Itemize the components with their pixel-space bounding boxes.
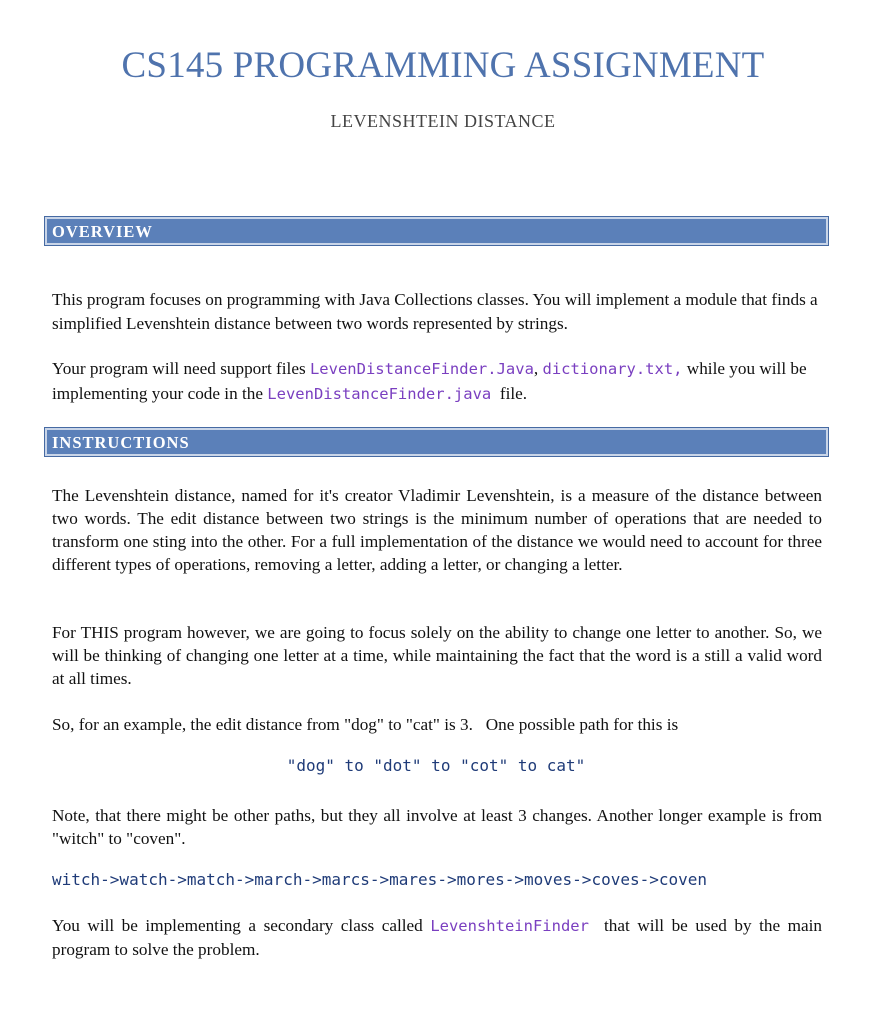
implementation-file: LevenDistanceFinder.java xyxy=(267,384,492,403)
instructions-p5-text-a: You will be implementing a secondary class called xyxy=(52,916,431,935)
support-file-leven-distance-finder: LevenDistanceFinder.Java xyxy=(309,360,534,378)
instructions-paragraph-1: The Levenshtein distance, named for it's creator Vladimir Levenshtein, is a measure of the distance between two words. The edit distance between two strings is the minimum number of operations that are needed to transform one sting into the other. For a full implementation of the distance we would need to account for three different types of operations, removing a letter, adding a letter, or changing a letter. xyxy=(52,486,822,574)
overview-paragraph-2 xyxy=(52,357,822,406)
instructions-heading: INSTRUCTIONS xyxy=(52,433,190,452)
instructions-p5-text-b: that will be used by the main program to solve the problem. xyxy=(52,916,827,959)
overview-paragraph-1: This program focuses on programming with Java Collections classes. You will implement a module that finds a simplified Levenshtein distance between two words represented by strings. xyxy=(52,290,818,333)
levenshtein-finder-class: LevenshteinFinder xyxy=(430,917,589,935)
overview-p2-text-d: file. xyxy=(491,383,528,403)
overview-p2-text-a: Your program will need support files xyxy=(52,359,310,378)
overview-heading: OVERVIEW xyxy=(52,222,153,241)
overview-p2-text-c: while you will be implementing your code in the xyxy=(52,359,807,403)
example-path-witch-to-coven: witch->watch->match->march->marcs->mares->mores->moves->coves->coven xyxy=(52,870,708,889)
instructions-paragraph-5 xyxy=(52,914,827,961)
example-path-dog-to-cat: "dog" to "dot" to "cot" to cat" xyxy=(286,756,586,775)
support-file-dictionary: dictionary.txt, xyxy=(542,360,683,378)
instructions-section-header xyxy=(44,427,829,457)
document-title: CS145 PROGRAMMING ASSIGNMENT xyxy=(121,45,765,86)
instructions-paragraph-4: Note, that there might be other paths, but they all involve at least 3 changes. Another longer example is from "witch" to "coven". xyxy=(52,806,822,848)
document-subtitle: LEVENSHTEIN DISTANCE xyxy=(330,111,556,131)
instructions-paragraph-2: For THIS program however, we are going to focus solely on the ability to change one letter to another. So, we will be thinking of changing one letter at a time, while maintaining the fact that the word is a still a valid word at all times. xyxy=(52,623,822,688)
overview-p2-text-b: , xyxy=(533,359,543,378)
instructions-paragraph-3: So, for an example, the edit distance from "dog" to "cat" is 3. One possible path for this is xyxy=(52,715,679,734)
overview-section-header xyxy=(44,216,829,246)
